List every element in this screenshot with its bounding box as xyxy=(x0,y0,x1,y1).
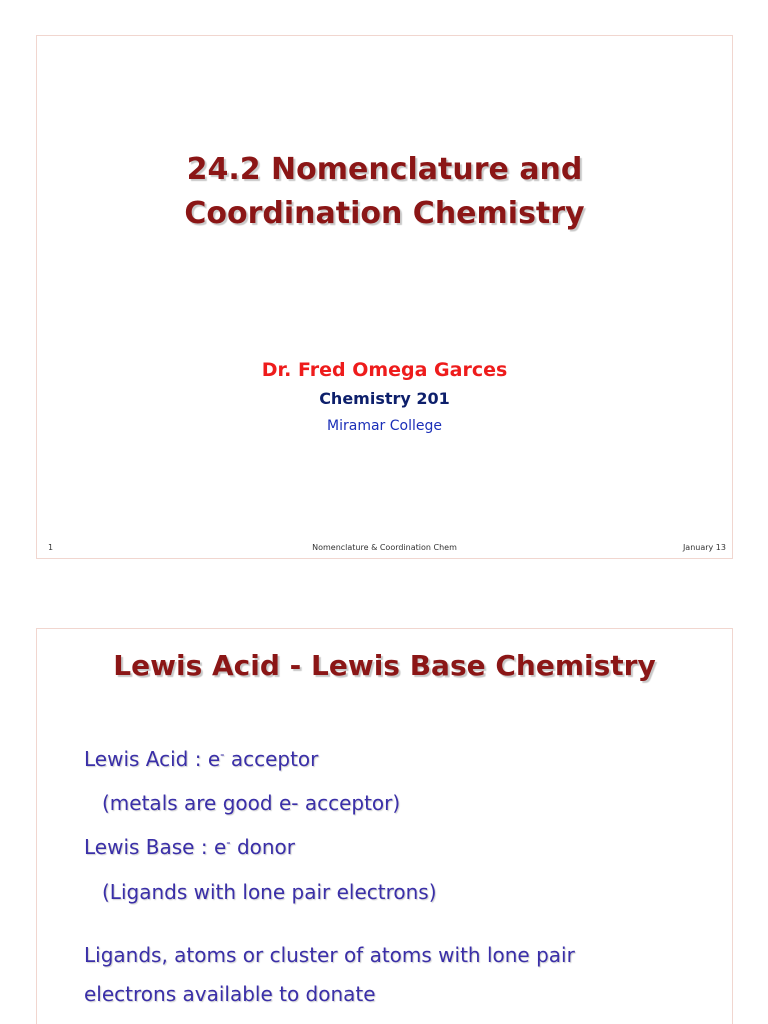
footer-date: January 13 xyxy=(682,543,726,552)
lewis-base-label: Lewis Base : e xyxy=(84,835,227,859)
author-name: Dr. Fred Omega Garces xyxy=(261,359,508,381)
electron-superscript: - xyxy=(226,835,231,850)
lewis-acid-note: (metals are good e- acceptor) xyxy=(102,791,401,815)
college-name: Miramar College xyxy=(327,418,442,434)
lewis-base-role: donor xyxy=(230,835,296,859)
slide-1 xyxy=(36,35,733,559)
course-name: Chemistry 201 xyxy=(319,389,450,408)
slide-2 xyxy=(36,628,733,1024)
lewis-acid-label: Lewis Acid : e xyxy=(84,747,221,771)
title-line-1: 24.2 Nomenclature and xyxy=(186,152,583,187)
ligand-definition-line-2: electrons available to donate xyxy=(84,982,376,1006)
lewis-base-definition xyxy=(84,833,295,861)
lewis-acid-definition xyxy=(84,745,318,773)
slide-title xyxy=(37,148,732,236)
ligand-definition-line-1: Ligands, atoms or cluster of atoms with lone pair xyxy=(84,943,575,967)
electron-superscript: - xyxy=(220,747,225,762)
slide-number: 1 xyxy=(48,543,54,552)
lewis-acid-role: acceptor xyxy=(224,747,319,771)
title-line-2: Coordination Chemistry xyxy=(184,196,585,231)
slide-title: Lewis Acid - Lewis Base Chemistry xyxy=(113,649,656,682)
footer-title: Nomenclature & Coordination Chem xyxy=(312,543,457,552)
lewis-base-note: (Ligands with lone pair electrons) xyxy=(102,880,437,904)
